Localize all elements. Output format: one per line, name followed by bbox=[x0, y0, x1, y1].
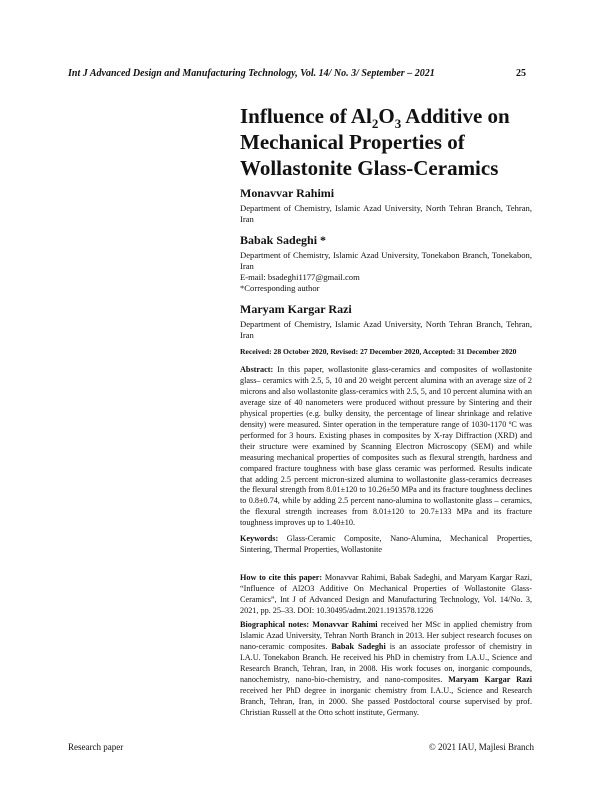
running-header bbox=[68, 68, 538, 79]
footer-copyright: © 2021 IAU, Majlesi Branch bbox=[428, 742, 534, 752]
author-affiliation: Department of Chemistry, Islamic Azad University, North Tehran Branch, Tehran, Iran bbox=[240, 203, 532, 224]
title-part3: Additive on Mechanical Properties of Wollastonite Glass-Ceramics bbox=[240, 104, 510, 180]
title-part1: Influence of Al bbox=[240, 104, 372, 128]
keywords-text: Glass-Ceramic Composite, Nano-Alumina, Mechanical Properties, Sintering, Thermal Properties, Wollastonite bbox=[240, 534, 532, 554]
biographical-notes bbox=[240, 620, 532, 719]
bio-name: Maryam Kargar Razi bbox=[448, 674, 532, 684]
abstract-label: Abstract: bbox=[240, 365, 274, 374]
bio-name: Babak Sadeghi bbox=[331, 641, 386, 651]
bio-text: is an associate professor of chemistry in I.A.U. Tonekabon Branch. He received his PhD in chemistry from I.A.U., Science and Research Branch, Tehran, Iran, in 2008. His work focuses on, inorganic compounds, nanochemistry, nano-bio-chemistry, and nano-composites. bbox=[240, 641, 532, 684]
bio-text: received her PhD degree in inorganic chemistry from I.A.U., Science and Research Branch, Tehran, Iran, in 2000. She passed Postdoctoral course supervised by prof. Christian Russell at the Otto schott institute, Germany. bbox=[240, 685, 532, 717]
citation-label: How to cite this paper: bbox=[240, 573, 323, 582]
author-list bbox=[240, 186, 532, 349]
title-sub2: 3 bbox=[394, 116, 402, 132]
author-entry bbox=[240, 233, 532, 294]
page-number: 25 bbox=[516, 68, 526, 79]
author-affiliation: Department of Chemistry, Islamic Azad University, Tonekabon Branch, Tonekabon, Iran bbox=[240, 250, 532, 271]
keywords-label: Keywords: bbox=[240, 534, 279, 543]
title-part2: O bbox=[378, 104, 395, 128]
author-name: Babak Sadeghi * bbox=[240, 233, 327, 247]
author-name: Monavvar Rahimi bbox=[240, 186, 335, 200]
journal-name: Int J Advanced Design and Manufacturing Technology, Vol. 14/ No. 3/ September – 2021 bbox=[68, 68, 435, 79]
bio-text: received her MSc in applied chemistry from Islamic Azad University, Tehran North Branch in 2013. Her subject research focuses on nano-ceramic composites. bbox=[240, 620, 532, 651]
abstract-text: In this paper, wollastonite glass-ceramics and composites of wollastonite glass– ceramics with 2.5, 5, 10 and 20 weight percent alumina with an average size of 2 microns and also wollastonite glass-ceramics with 2.5, 5, and 10 percent alumina with an average size of 40 nanometers were produced without pressure by Sintering and their physical properties (e.g. bulky density, the percentage of linear shrinkage and relative density) were measured. Sinter operation in the temperature range of 1030-1170 ºC was performed for 3 hours. Existing phases in composites by X-ray Diffraction (XRD) and their structure were examined by Scanning Electron Microscopy (SEM) and while measuring mechanical properties of composites such as flexural strength, hardness and compared fracture toughness with base glass ceramic was performed. Results indicate that adding 2.5 percent micron-sized alumina to wollastonite glass-ceramics decreases the flexural strength from 8.01±120 to 10.26±50 MPa and its fracture toughness declines to 0.8±0.74, while by adding 2.5 percent nano-alumina to wollastonite glass – ceramics, the flexural strength increases from 8.01±120 to 20.7±133 MPa and its fracture toughness improves up to 1.40±10. bbox=[240, 365, 532, 528]
author-entry bbox=[240, 302, 532, 341]
publication-dates: Received: 28 October 2020, Revised: 27 December 2020, Accepted: 31 December 2020 bbox=[240, 347, 517, 356]
bio-name: Monavvar Rahimi bbox=[309, 620, 378, 629]
bio-label: Biographical notes: bbox=[240, 620, 310, 629]
corresponding-note: *Corresponding author bbox=[240, 283, 320, 293]
citation bbox=[240, 573, 532, 617]
citation-text: Monavvar Rahimi, Babak Sadeghi, and Maryam Kargar Razi, “Influence of Al2O3 Additive On Mechanical Properties of Wollastonite Glass-Ceramics”, Int J of Advanced Design and Manufacturing Technology, Vol. 14/No. 3, 2021, pp. 25–33. DOI: 10.30495/admt.2021.1913578.1226 bbox=[240, 573, 532, 615]
author-name: Maryam Kargar Razi bbox=[240, 302, 352, 316]
footer-paper-type: Research paper bbox=[68, 742, 124, 752]
keywords bbox=[240, 534, 532, 556]
abstract bbox=[240, 365, 532, 529]
author-email: E-mail: bsadeghi1177@gmail.com bbox=[240, 272, 360, 282]
author-affiliation: Department of Chemistry, Islamic Azad University, North Tehran Branch, Tehran, Iran bbox=[240, 319, 532, 340]
paper-title bbox=[240, 103, 540, 181]
author-entry bbox=[240, 186, 532, 225]
title-sub1: 2 bbox=[371, 116, 379, 132]
